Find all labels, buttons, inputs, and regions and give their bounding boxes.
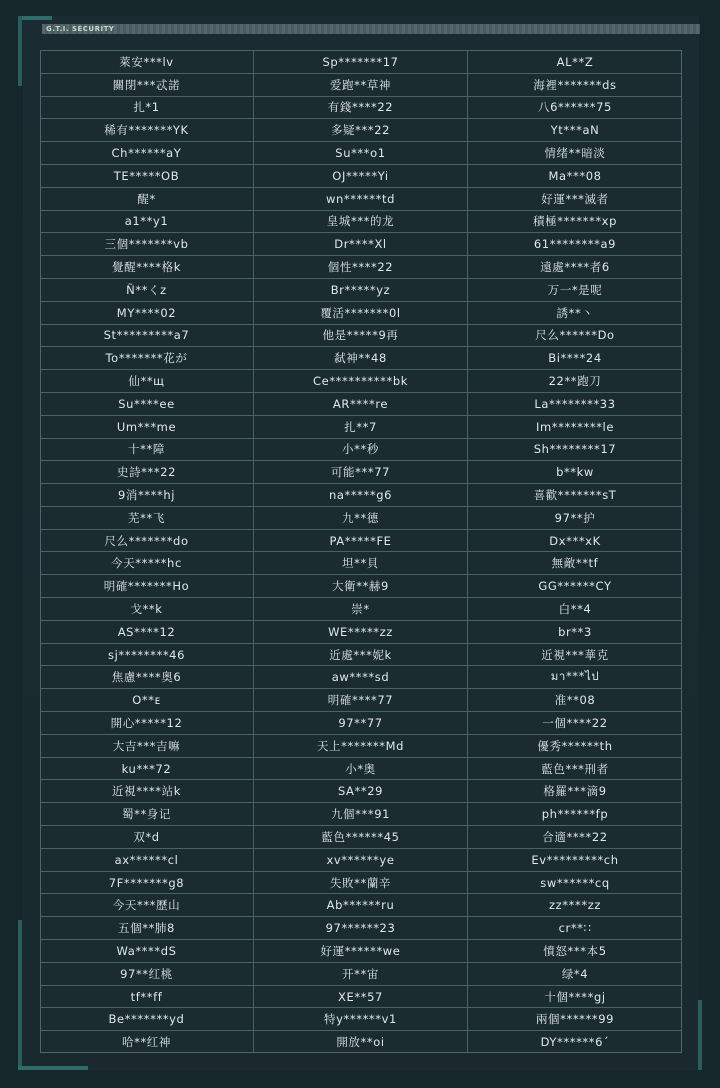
name-cell: 仙**щ: [40, 369, 253, 392]
name-cell: 誘**丶: [468, 301, 682, 324]
name-cell: 近視****站k: [40, 779, 253, 802]
frame-corner-accent: [18, 16, 52, 20]
name-cell: 開心*****12: [40, 711, 253, 734]
column-divider: [467, 50, 468, 1053]
name-cell: 爱跑**草神: [254, 73, 467, 96]
name-cell: 大吉***吉嘛: [40, 734, 253, 757]
name-cell: 他是*****9再: [254, 324, 467, 347]
name-cell: Sh********17: [468, 438, 682, 461]
name-cell: ku***72: [40, 757, 253, 780]
frame-corner-accent: [18, 16, 22, 86]
name-cell: 合適****22: [468, 825, 682, 848]
name-cell: AL**Z: [468, 50, 682, 73]
name-cell: 明確*******Ho: [40, 574, 253, 597]
name-cell: ph******fp: [468, 802, 682, 825]
name-cell: 蜀**身记: [40, 802, 253, 825]
name-cell: tf**ff: [40, 985, 253, 1008]
name-cell: 7F*******g8: [40, 871, 253, 894]
name-cell: 弑神**48: [254, 346, 467, 369]
name-cell: Bi****24: [468, 346, 682, 369]
name-cell: Be*******yd: [40, 1007, 253, 1030]
panel-title: G.T.I. SECURITY: [46, 25, 115, 33]
name-cell: 藍色******45: [254, 825, 467, 848]
name-cell: 積極*******xp: [468, 210, 682, 233]
name-cell: 芜**飞: [40, 506, 253, 529]
name-cell: 好運***滅者: [468, 187, 682, 210]
name-cell: Sp*******17: [254, 50, 467, 73]
name-cell: 今天***歷山: [40, 893, 253, 916]
name-cell: 特y******v1: [254, 1007, 467, 1030]
name-cell: Ñ**くz: [40, 278, 253, 301]
name-cell: 近處***妮k: [254, 643, 467, 666]
name-cell: PA*****FE: [254, 529, 467, 552]
name-cell: 關閉***忒諾: [40, 73, 253, 96]
name-cell: 優秀******th: [468, 734, 682, 757]
name-cell: 97**77: [254, 711, 467, 734]
name-cell: Im********le: [468, 415, 682, 438]
name-cell: 扎**7: [254, 415, 467, 438]
name-cell: Ab******ru: [254, 893, 467, 916]
name-cell: 绿*4: [468, 962, 682, 985]
name-cell: na*****g6: [254, 483, 467, 506]
name-cell: 万一*是呢: [468, 278, 682, 301]
name-cell: XE**57: [254, 985, 467, 1008]
name-cell: Um***me: [40, 415, 253, 438]
name-cell: 可能***77: [254, 460, 467, 483]
name-cell: Wa****dS: [40, 939, 253, 962]
name-cell: SA**29: [254, 779, 467, 802]
name-cell: zz****zz: [468, 893, 682, 916]
name-cell: 有錢****22: [254, 96, 467, 119]
name-cell: Dr****Xl: [254, 232, 467, 255]
name-cell: 开**宙: [254, 962, 467, 985]
name-cell: WE*****zz: [254, 620, 467, 643]
name-cell: 坦**貝: [254, 551, 467, 574]
name-cell: 遠處****者6: [468, 255, 682, 278]
name-cell: sw******cq: [468, 871, 682, 894]
name-cell: 兩個******99: [468, 1007, 682, 1030]
name-cell: GG******CY: [468, 574, 682, 597]
name-cell: To*******花が: [40, 346, 253, 369]
name-cell: 醒*: [40, 187, 253, 210]
name-cell: 白**4: [468, 597, 682, 620]
name-cell: 哈**红神: [40, 1030, 253, 1053]
name-cell: 扎*1: [40, 96, 253, 119]
name-cell: 九**德: [254, 506, 467, 529]
name-cell: 尺么*******do: [40, 529, 253, 552]
name-cell: Ce**********bk: [254, 369, 467, 392]
name-cell: cr**∷: [468, 916, 682, 939]
name-cell: 小**秒: [254, 438, 467, 461]
name-cell: 五個**肺8: [40, 916, 253, 939]
name-cell: 十個****gj: [468, 985, 682, 1008]
name-cell: 小*奥: [254, 757, 467, 780]
name-cell: 個性****22: [254, 255, 467, 278]
name-cell: 一個****22: [468, 711, 682, 734]
name-cell: b**kw: [468, 460, 682, 483]
name-cell: AS****12: [40, 620, 253, 643]
name-cell: TE*****OB: [40, 164, 253, 187]
name-cell: 十**障: [40, 438, 253, 461]
name-cell: sj********46: [40, 643, 253, 666]
name-cell: 喜歡*******sT: [468, 483, 682, 506]
name-cell: 97**护: [468, 506, 682, 529]
name-cell: OJ*****Yi: [254, 164, 467, 187]
name-cell: 皇城***的龙: [254, 210, 467, 233]
name-cell: Su****ee: [40, 392, 253, 415]
name-cell: 萊安***lv: [40, 50, 253, 73]
name-cell: Br*****yz: [254, 278, 467, 301]
name-cell: 三個*******vb: [40, 232, 253, 255]
name-cell: Su***o1: [254, 141, 467, 164]
name-cell: 尺么******Do: [468, 324, 682, 347]
name-cell: 22**跑刀: [468, 369, 682, 392]
name-cell: xv******ye: [254, 848, 467, 871]
name-cell: 史詩***22: [40, 460, 253, 483]
name-cell: 9消****hj: [40, 483, 253, 506]
name-cell: 戈**k: [40, 597, 253, 620]
name-cell: 崇*: [254, 597, 467, 620]
name-cell: 焦慮****奥6: [40, 665, 253, 688]
name-cell: Ev*********ch: [468, 848, 682, 871]
player-name-grid: [40, 50, 682, 1053]
name-cell: 憤怒***本5: [468, 939, 682, 962]
header-bar: [42, 24, 700, 34]
name-cell: Ma***08: [468, 164, 682, 187]
name-cell: wn******td: [254, 187, 467, 210]
name-cell: 准**08: [468, 688, 682, 711]
name-cell: 八6******75: [468, 96, 682, 119]
name-cell: DY******6ˊ: [468, 1030, 682, 1053]
name-cell: 大衛**赫9: [254, 574, 467, 597]
name-cell: MY****02: [40, 301, 253, 324]
frame-corner-accent: [698, 1000, 702, 1070]
name-cell: La********33: [468, 392, 682, 415]
name-cell: 無敵**tf: [468, 551, 682, 574]
name-cell: AR****re: [254, 392, 467, 415]
name-cell: Ch******aY: [40, 141, 253, 164]
name-cell: O**ᴇ: [40, 688, 253, 711]
name-cell: 覺醒****格k: [40, 255, 253, 278]
name-cell: 97**红桃: [40, 962, 253, 985]
name-cell: 近視***華克: [468, 643, 682, 666]
column-divider: [253, 50, 254, 1053]
name-cell: 覆活*******0l: [254, 301, 467, 324]
name-cell: 稀有*******YK: [40, 118, 253, 141]
name-cell: 開放**oi: [254, 1030, 467, 1053]
name-cell: Yt***aN: [468, 118, 682, 141]
name-cell: 明確****77: [254, 688, 467, 711]
name-cell: ax******cl: [40, 848, 253, 871]
name-cell: br**3: [468, 620, 682, 643]
name-cell: มา***ไป: [468, 665, 682, 688]
name-cell: 多疑***22: [254, 118, 467, 141]
name-cell: 天上*******Md: [254, 734, 467, 757]
name-cell: 九個***91: [254, 802, 467, 825]
name-cell: 格羅***滴9: [468, 779, 682, 802]
name-cell: 好運******we: [254, 939, 467, 962]
frame-corner-accent: [18, 920, 22, 1070]
name-cell: St*********a7: [40, 324, 253, 347]
name-cell: 双*d: [40, 825, 253, 848]
name-cell: 今天*****hc: [40, 551, 253, 574]
name-cell: 海裡*******ds: [468, 73, 682, 96]
name-cell: Dx***xK: [468, 529, 682, 552]
name-cell: 失敗**蘭辛: [254, 871, 467, 894]
name-cell: aw****sd: [254, 665, 467, 688]
name-cell: 97******23: [254, 916, 467, 939]
name-cell: 藍色***刑者: [468, 757, 682, 780]
name-cell: 61********a9: [468, 232, 682, 255]
name-cell: a1**y1: [40, 210, 253, 233]
frame-corner-accent: [18, 1066, 88, 1070]
name-cell: 情绪**暗淡: [468, 141, 682, 164]
